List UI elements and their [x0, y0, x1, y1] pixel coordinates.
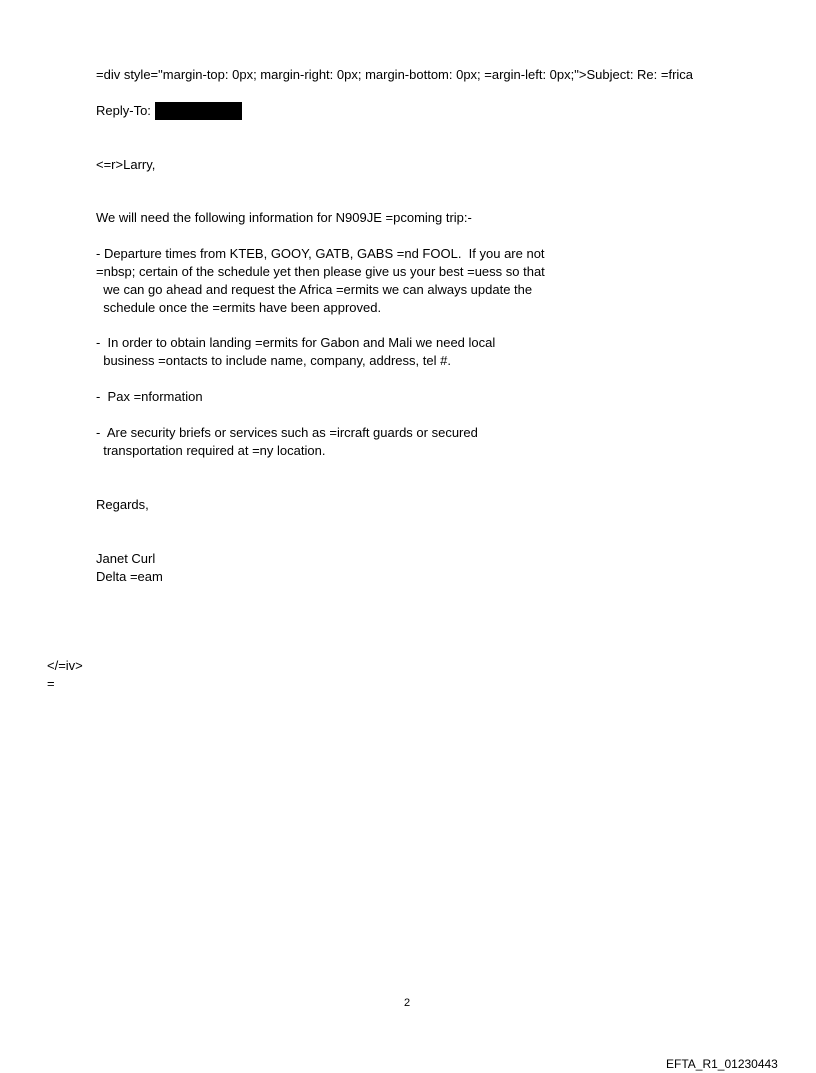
bullet-departure-line1: - Departure times from KTEB, GOOY, GATB, GABS =nd FOOL. If you are not [96, 246, 545, 261]
bullet-permits-line2: business =ontacts to include name, company, address, tel #. [96, 353, 451, 368]
redaction-box [155, 102, 242, 120]
bullet-departure-line3: we can go ahead and request the Africa =ermits we can always update the [96, 282, 533, 297]
bullet-pax: - Pax =nformation [96, 389, 203, 404]
document-id: EFTA_R1_01230443 [666, 1057, 778, 1071]
closing: Regards, [96, 497, 149, 512]
html-header-line: =div style="margin-top: 0px; margin-right: 0px; margin-bottom: 0px; =argin-left: 0px;">Subject: Re: =frica [96, 67, 694, 82]
greeting: <=r>Larry, [96, 157, 156, 172]
signature-company: Delta =eam [96, 569, 163, 584]
bullet-security-line2: transportation required at =ny location. [96, 443, 326, 458]
intro-line: We will need the following information for N909JE =pcoming trip:- [96, 210, 472, 225]
page-number: 2 [404, 997, 411, 1009]
bullet-departure-line4: schedule once the =ermits have been approved. [96, 300, 382, 315]
closing-tag: </=iv> [47, 658, 83, 673]
bullet-departure-line2: =nbsp; certain of the schedule yet then please give us your best =uess so that [96, 264, 545, 279]
reply-to-label: Reply-To: [96, 103, 151, 118]
trailing-char: = [47, 676, 55, 691]
bullet-security-line1: - Are security briefs or services such as =ircraft guards or secured [96, 425, 478, 440]
signature-name: Janet Curl [96, 551, 156, 566]
bullet-permits-line1: - In order to obtain landing =ermits for Gabon and Mali we need local [96, 335, 496, 350]
